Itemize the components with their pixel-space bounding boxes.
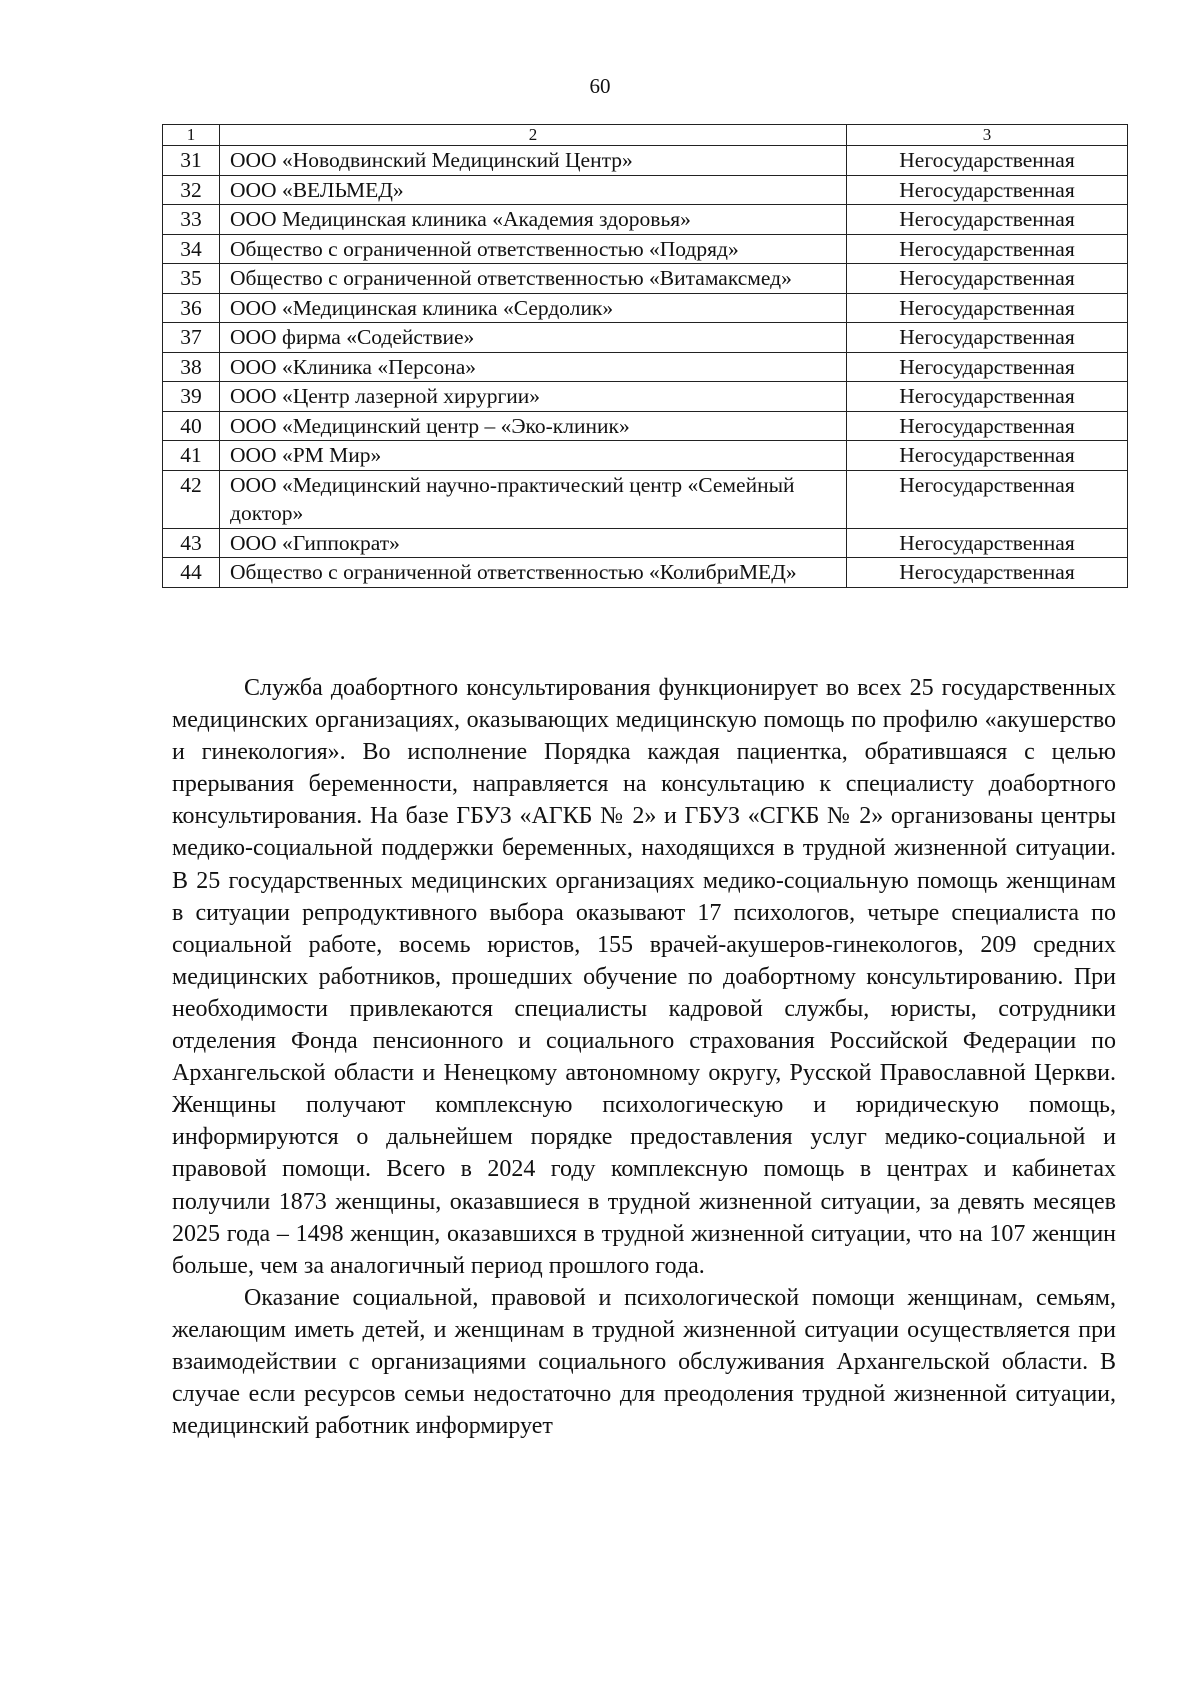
ownership-type: Негосударственная (847, 382, 1128, 412)
table-header-row (163, 125, 1128, 146)
ownership-type: Негосударственная (847, 234, 1128, 264)
row-number: 34 (163, 234, 220, 264)
ownership-type: Негосударственная (847, 205, 1128, 235)
table-row (163, 411, 1128, 441)
table-row (163, 528, 1128, 558)
organization-name: ООО «Медицинский центр – «Эко-клиник» (220, 411, 847, 441)
ownership-type: Негосударственная (847, 293, 1128, 323)
organization-name: Общество с ограниченной ответственностью «Витамаксмед» (220, 264, 847, 294)
row-number: 39 (163, 382, 220, 412)
column-header: 2 (220, 125, 847, 146)
table-row (163, 352, 1128, 382)
ownership-type: Негосударственная (847, 441, 1128, 471)
row-number: 44 (163, 558, 220, 588)
ownership-type: Негосударственная (847, 264, 1128, 294)
organization-name: Общество с ограниченной ответственностью «КолибриМЕД» (220, 558, 847, 588)
organization-name: ООО «РМ Мир» (220, 441, 847, 471)
table-row (163, 205, 1128, 235)
organization-name: ООО фирма «Содействие» (220, 323, 847, 353)
table-row (163, 323, 1128, 353)
row-number: 42 (163, 470, 220, 528)
table-row (163, 470, 1128, 528)
ownership-type: Негосударственная (847, 558, 1128, 588)
table-row (163, 558, 1128, 588)
ownership-type: Негосударственная (847, 470, 1128, 528)
column-header: 1 (163, 125, 220, 146)
row-number: 40 (163, 411, 220, 441)
row-number: 36 (163, 293, 220, 323)
paragraph: Служба доабортного консультирования функционирует во всех 25 государственных медицинских организациях, оказывающих медицинскую помощь по профилю «акушерство и гинекология». Во исполнение Порядка каждая пациентка, обратившаяся с целью прерывания беременности, направляется на консультацию к специалисту доабортного консультирования. На базе ГБУЗ «АГКБ № 2» и ГБУЗ «СГКБ № 2» организованы центры медико-социальной поддержки беременных, находящихся в трудной жизненной ситуации. В 25 государственных медицинских организациях медико-социальную помощь женщинам в ситуации репродуктивного выбора оказывают 17 психологов, четыре специалиста по социальной работе, восемь юристов, 155 врачей-акушеров-гинекологов, 209 средних медицинских работников, прошедших обучение по доабортному консультированию. При необходимости привлекаются специалисты кадровой службы, юристы, сотрудники отделения Фонда пенсионного и социального страхования Российской Федерации по Архангельской области и Ненецкому автономному округу, Русской Православной Церкви. Женщины получают комплексную психологическую и юридическую помощь, информируются о дальнейшем порядке предоставления услуг медико-социальной и правовой помощи. Всего в 2024 году комплексную помощь в центрах и кабинетах получили 1873 женщины, оказавшиеся в трудной жизненной ситуации, за девять месяцев 2025 года – 1498 женщин, оказавшихся в трудной жизненной ситуации, что на 107 женщин больше, чем за аналогичный период прошлого года. (172, 675, 1116, 1279)
ownership-type: Негосударственная (847, 528, 1128, 558)
row-number: 41 (163, 441, 220, 471)
ownership-type: Негосударственная (847, 352, 1128, 382)
table-row (163, 382, 1128, 412)
row-number: 38 (163, 352, 220, 382)
organization-name: ООО «ВЕЛЬМЕД» (220, 175, 847, 205)
table-row (163, 441, 1128, 471)
paragraph: Оказание социальной, правовой и психологической помощи женщинам, семьям, желающим иметь детей, и женщинам в трудной жизненной ситуации осуществляется при взаимодействии с организациями социального обслуживания Архангельской области. В случае если ресурсов семьи недостаточно для преодоления трудной жизненной ситуации, медицинский работник информирует (172, 1284, 1116, 1440)
organization-name: ООО «Медицинский научно-практический центр «Семейный доктор» (220, 470, 847, 528)
page-number: 60 (589, 74, 611, 98)
organizations-table (162, 124, 1128, 588)
organization-name: ООО «Центр лазерной хирургии» (220, 382, 847, 412)
body-text (172, 672, 1116, 1442)
column-header: 3 (847, 125, 1128, 146)
ownership-type: Негосударственная (847, 411, 1128, 441)
table-row (163, 293, 1128, 323)
organization-name: ООО «Медицинская клиника «Сердолик» (220, 293, 847, 323)
row-number: 33 (163, 205, 220, 235)
row-number: 43 (163, 528, 220, 558)
organization-name: ООО «Новодвинский Медицинский Центр» (220, 146, 847, 176)
ownership-type: Негосударственная (847, 175, 1128, 205)
ownership-type: Негосударственная (847, 323, 1128, 353)
organization-name: Общество с ограниченной ответственностью «Подряд» (220, 234, 847, 264)
table-row (163, 264, 1128, 294)
table-row (163, 175, 1128, 205)
ownership-type: Негосударственная (847, 146, 1128, 176)
organization-name: ООО Медицинская клиника «Академия здоровья» (220, 205, 847, 235)
organization-name: ООО «Гиппократ» (220, 528, 847, 558)
organization-name: ООО «Клиника «Персона» (220, 352, 847, 382)
table-row (163, 146, 1128, 176)
table-row (163, 234, 1128, 264)
row-number: 35 (163, 264, 220, 294)
row-number: 31 (163, 146, 220, 176)
row-number: 37 (163, 323, 220, 353)
row-number: 32 (163, 175, 220, 205)
